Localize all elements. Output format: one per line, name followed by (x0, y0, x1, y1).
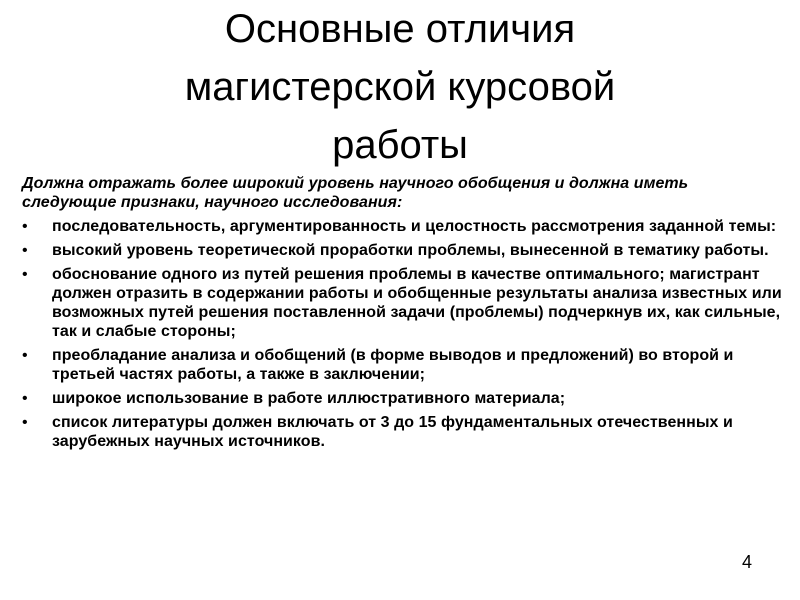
page-number: 4 (741, 552, 752, 572)
bullet-marker: • (22, 390, 28, 407)
bullet-text-3: обоснование одного из путей решения проблемы в качестве оптимального; магистрант должен отразить в содержании работы и обобщенные результаты анализа известных или возможных путей решения поставленной задачи (проблемы) подчеркнув их, как сильные, так и слабые стороны; (52, 266, 782, 340)
bullet-text-6: список литературы должен включать от 3 до 15 фундаментальных отечественных и зарубежных научных источников. (52, 414, 733, 450)
bullet-marker: • (22, 347, 28, 364)
bullet-item-2 (22, 241, 782, 260)
slide-title (80, 0, 720, 174)
slide-title-line-3: работы (332, 123, 468, 167)
bullet-text-5: широкое использование в работе иллюстративного материала; (52, 390, 566, 407)
bullet-item-4 (22, 346, 782, 384)
slide-title-line-1: Основные отличия (224, 7, 576, 51)
intro-paragraph: Должна отражать более широкий уровень научного обобщения и должна иметь следующие признаки, научного исследования: (22, 175, 689, 211)
bullet-item-3 (22, 265, 782, 341)
bullet-item-5 (22, 389, 782, 408)
bullet-text-1: последовательность, аргументированность и целостность рассмотрения заданной темы: (52, 218, 777, 235)
bullet-item-1 (22, 217, 782, 236)
bullet-item-6 (22, 413, 782, 451)
bullet-marker: • (22, 266, 28, 283)
slide-body (22, 174, 782, 451)
bullet-marker: • (22, 414, 28, 431)
bullet-text-2: высокий уровень теоретической проработки проблемы, вынесенной в тематику работы. (52, 242, 769, 259)
bullet-list (22, 217, 782, 451)
bullet-marker: • (22, 218, 28, 235)
bullet-text-4: преобладание анализа и обобщений (в форме выводов и предложений) во второй и третьей частях работы, а также в заключении; (52, 347, 734, 383)
bullet-marker: • (22, 242, 28, 259)
slide-title-line-2: магистерской курсовой (184, 65, 616, 109)
